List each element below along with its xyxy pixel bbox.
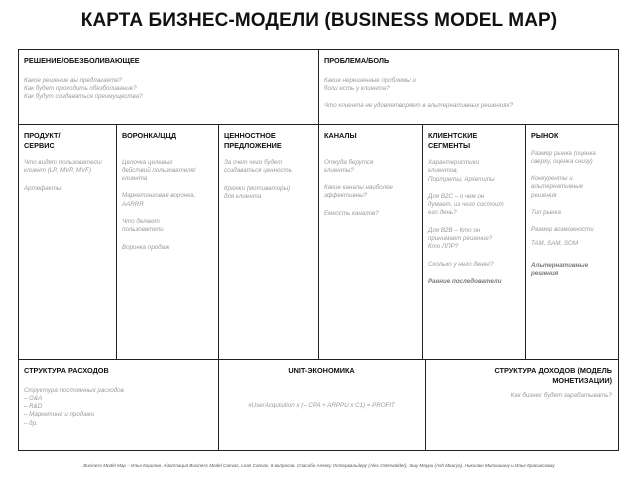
solution-question: Какое решение вы предлагаете? xyxy=(24,76,122,84)
channels-question: Какие каналы наиболее xyxy=(324,184,393,192)
product-heading: СЕРВИС xyxy=(24,140,55,150)
unit-economics-block xyxy=(218,359,426,451)
business-model-grid xyxy=(18,49,619,451)
market-question: решения xyxy=(531,270,559,278)
costs-question: – др. xyxy=(24,419,38,427)
problem-heading: ПРОБЛЕМА/БОЛЬ xyxy=(324,56,390,65)
segments-question: принимает решение? xyxy=(428,235,493,243)
unit-heading: UNIT-ЭКОНОМИКА xyxy=(288,366,355,375)
solution-question: Как будет проходить обезболивание? xyxy=(24,84,137,92)
product-block xyxy=(18,124,117,360)
cost-structure-block xyxy=(18,359,219,451)
problem-question: Какие нерешенные проблемы и xyxy=(324,76,416,84)
revenue-question: Как бизнес будет зарабатывать? xyxy=(510,392,612,399)
market-question: TAM, SAM, SOM xyxy=(531,239,578,247)
market-question: Размер возможности xyxy=(531,226,594,234)
market-question: Размер рынка (оценка xyxy=(531,149,596,157)
segments-question: клиентов, xyxy=(428,167,459,175)
funnel-heading: ВОРОНКА/ЦЦД xyxy=(122,131,177,140)
revenue-heading: МОНЕТИЗАЦИИ) xyxy=(552,375,612,385)
revenue-structure-block xyxy=(425,359,619,451)
product-heading: ПРОДУКТ/ xyxy=(24,131,61,140)
funnel-question: Что делают xyxy=(122,217,160,225)
value-heading: ЦЕННОСТНОЕ xyxy=(224,131,276,140)
customer-segments-block xyxy=(422,124,526,360)
channels-question: Емкость каналов? xyxy=(324,209,379,217)
costs-question: Структура постоянных расходов xyxy=(24,386,124,394)
funnel-question: клиента xyxy=(122,175,148,183)
segments-question: Ранние последователи xyxy=(428,277,502,285)
funnel-question: действий пользователя/ xyxy=(122,166,196,174)
costs-question: – R&D xyxy=(24,403,43,411)
costs-heading: СТРУКТУРА РАСХОДОВ xyxy=(24,366,109,375)
market-block xyxy=(525,124,619,360)
problem-question: боли есть у клиента? xyxy=(324,84,390,92)
product-question: Артефакты xyxy=(24,184,62,192)
market-question: решения xyxy=(531,191,557,199)
market-heading: РЫНОК xyxy=(531,131,559,140)
market-question: Тип рынка xyxy=(531,208,561,216)
value-heading: ПРЕДЛОЖЕНИЕ xyxy=(224,140,282,150)
product-question: клиент (LP, MVP, MVF) xyxy=(24,167,92,175)
value-question: для клиента xyxy=(224,192,262,200)
solution-heading: РЕШЕНИЕ/ОБЕЗБОЛИВАЮЩЕЕ xyxy=(24,56,140,65)
segments-question: Для B2C – о чем он xyxy=(428,192,485,200)
segments-question: Сколько у него денег? xyxy=(428,260,494,268)
market-question: Альтернативные xyxy=(531,261,589,269)
costs-question: – Маркетинг и продажи xyxy=(24,411,95,419)
segments-question: думает, из чего состоит xyxy=(428,201,504,209)
segments-question: Характеристики xyxy=(428,159,479,166)
revenue-heading: СТРУКТУРА ДОХОДОВ (МОДЕЛЬ xyxy=(494,366,612,375)
problem-question: Что клиента не удовлетворяет в альтернативных решениях? xyxy=(324,102,514,110)
channels-question: клиенты? xyxy=(324,166,354,174)
funnel-question: пользователи xyxy=(122,226,164,234)
solution-question: Как будут создаваться преимущества? xyxy=(24,93,143,101)
segments-question: Кто ЛПР? xyxy=(428,243,459,251)
channels-question: Откуда берутся xyxy=(324,158,374,166)
market-question: сверху, оценка снизу) xyxy=(531,157,593,165)
segments-heading: СЕГМЕНТЫ xyxy=(428,140,471,150)
funnel-question: Маркетинговая воронка, xyxy=(122,192,196,200)
credits-footer: Business Model Map – Илья Королев. Адаптация Business Model Canvas, Lean Canvas, 8 вопросов. Спасибо Алексу Остервальдеру (Alex Osterwalder), Эшу Маури (Ash Maurya), Николаю Митюшину и Илье Красинскому xyxy=(83,463,555,468)
unit-formula: #UserAcquisition x (– CPA + ARPPU x C1) = PROFIT xyxy=(248,401,395,409)
funnel-block xyxy=(116,124,219,360)
product-question: Что видят пользователи/ xyxy=(24,159,102,166)
market-question: Конкуренты и xyxy=(531,175,573,183)
segments-question: Для B2B – Кто он xyxy=(428,226,481,234)
problem-block xyxy=(318,49,619,125)
funnel-question: Воронка продаж xyxy=(122,243,170,251)
segments-question: Портреты, Архетипы xyxy=(428,175,495,183)
value-question: создаваться ценность xyxy=(224,167,292,175)
value-proposition-block xyxy=(218,124,319,360)
solution-block xyxy=(18,49,319,125)
segments-heading: КЛИЕНТСКИЕ xyxy=(428,131,478,140)
page-title: КАРТА БИЗНЕС-МОДЕЛИ (BUSINESS MODEL MAP) xyxy=(80,10,558,31)
funnel-question: Цепочка целевых xyxy=(122,158,173,166)
value-question: Крючки (мотиваторы) xyxy=(224,184,291,192)
market-question: альтернативные xyxy=(531,183,584,191)
costs-question: – G&A xyxy=(24,394,43,402)
funnel-question: AARRR xyxy=(122,200,144,208)
channels-block xyxy=(318,124,423,360)
channels-question: эффективны? xyxy=(324,192,368,200)
value-question: За счет чего будет xyxy=(224,159,283,166)
segments-question: его день? xyxy=(428,209,457,217)
channels-heading: КАНАЛЫ xyxy=(324,131,357,140)
